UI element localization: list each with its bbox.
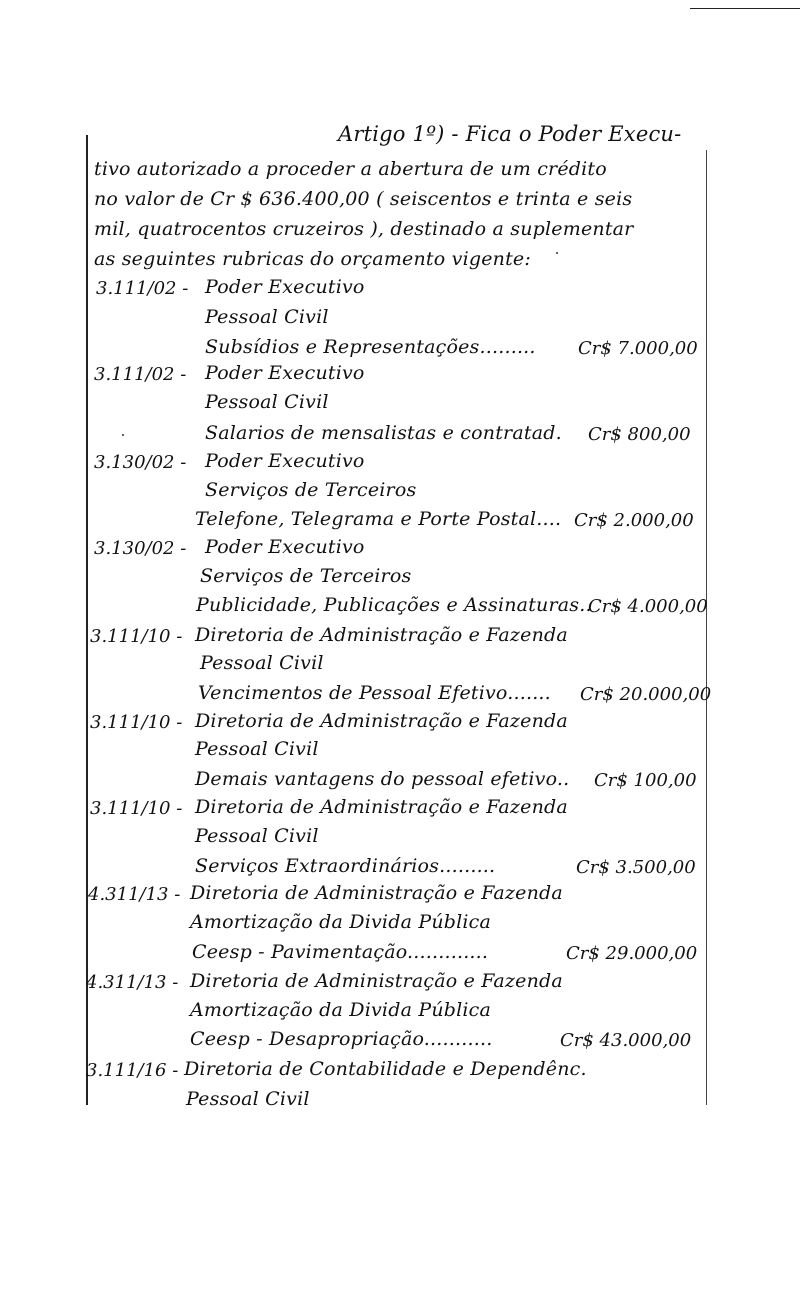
item-org: Poder Executivo (205, 276, 365, 298)
item-desc: Publicidade, Publicações e Assinaturas.. (196, 594, 592, 616)
item-group: Serviços de Terceiros (205, 479, 417, 501)
item-group: Amortização da Divida Pública (190, 999, 492, 1021)
item-org: Diretoria de Contabilidade e Dependênc. (184, 1058, 587, 1080)
item-amount: Cr$ 20.000,00 (580, 684, 712, 705)
item-org: Diretoria de Administração e Fazenda (195, 624, 568, 646)
item-org: Poder Executivo (205, 362, 365, 384)
item-org: Diretoria de Administração e Fazenda (190, 970, 563, 992)
item-code: 4.311/13 - (88, 884, 181, 905)
item-code: 3.111/10 - (90, 626, 183, 647)
item-desc: Vencimentos de Pessoal Efetivo....... (198, 682, 551, 704)
item-amount: Cr$ 3.500,00 (576, 857, 696, 878)
item-desc: Demais vantagens do pessoal efetivo.. (195, 768, 570, 790)
item-group: Amortização da Divida Pública (190, 911, 492, 933)
item-desc: Telefone, Telegrama e Porte Postal.... (195, 508, 562, 530)
item-amount: Cr$ 2.000,00 (574, 510, 694, 531)
item-amount: Cr$ 43.000,00 (560, 1030, 692, 1051)
item-org: Diretoria de Administração e Fazenda (195, 710, 568, 732)
item-org: Poder Executivo (205, 536, 365, 558)
item-group: Pessoal Civil (195, 825, 319, 847)
item-group: Pessoal Civil (186, 1088, 310, 1110)
item-org: Poder Executivo (205, 450, 365, 472)
item-amount: Cr$ 100,00 (594, 770, 697, 791)
item-group: Pessoal Civil (205, 391, 329, 413)
item-org: Diretoria de Administração e Fazenda (190, 882, 563, 904)
item-amount: Cr$ 7.000,00 (578, 338, 698, 359)
item-amount: Cr$ 800,00 (588, 424, 691, 445)
item-desc: Ceesp - Desapropriação........... (190, 1028, 493, 1050)
intro-line-2: no valor de Cr $ 636.400,00 ( seiscentos e trinta e seis (94, 188, 633, 210)
scan-speck (556, 252, 558, 254)
intro-line-4: as seguintes rubricas do orçamento vigente: (94, 248, 531, 270)
item-desc: Serviços Extraordinários......... (195, 855, 496, 877)
article-title: Artigo 1º) - Fica o Poder Execu- (338, 122, 682, 146)
item-code: 3.111/02 - (96, 278, 189, 299)
item-amount: Cr$ 29.000,00 (566, 943, 698, 964)
item-code: 4.311/13 - (86, 972, 179, 993)
item-group: Pessoal Civil (200, 652, 324, 674)
item-code: 3.111/10 - (90, 712, 183, 733)
item-code: 3.111/02 - (94, 364, 187, 385)
item-desc: Salarios de mensalistas e contratad. (205, 422, 562, 444)
item-org: Diretoria de Administração e Fazenda (195, 796, 568, 818)
item-code: 3.130/02 - (94, 452, 187, 473)
item-code: 3.130/02 - (94, 538, 187, 559)
intro-line-3: mil, quatrocentos cruzeiros ), destinado a suplementar (94, 218, 634, 240)
item-group: Serviços de Terceiros (200, 565, 412, 587)
item-group: Pessoal Civil (195, 738, 319, 760)
scan-speck (122, 434, 124, 436)
item-code: 3.111/16 - (86, 1060, 179, 1081)
item-code: 3.111/10 - (90, 798, 183, 819)
intro-line-1: tivo autorizado a proceder a abertura de um crédito (94, 158, 607, 180)
item-group: Pessoal Civil (205, 306, 329, 328)
item-desc: Subsídios e Representações......... (205, 336, 536, 358)
item-desc: Ceesp - Pavimentação............. (192, 941, 489, 963)
item-amount: Cr$ 4.000,00 (588, 596, 708, 617)
